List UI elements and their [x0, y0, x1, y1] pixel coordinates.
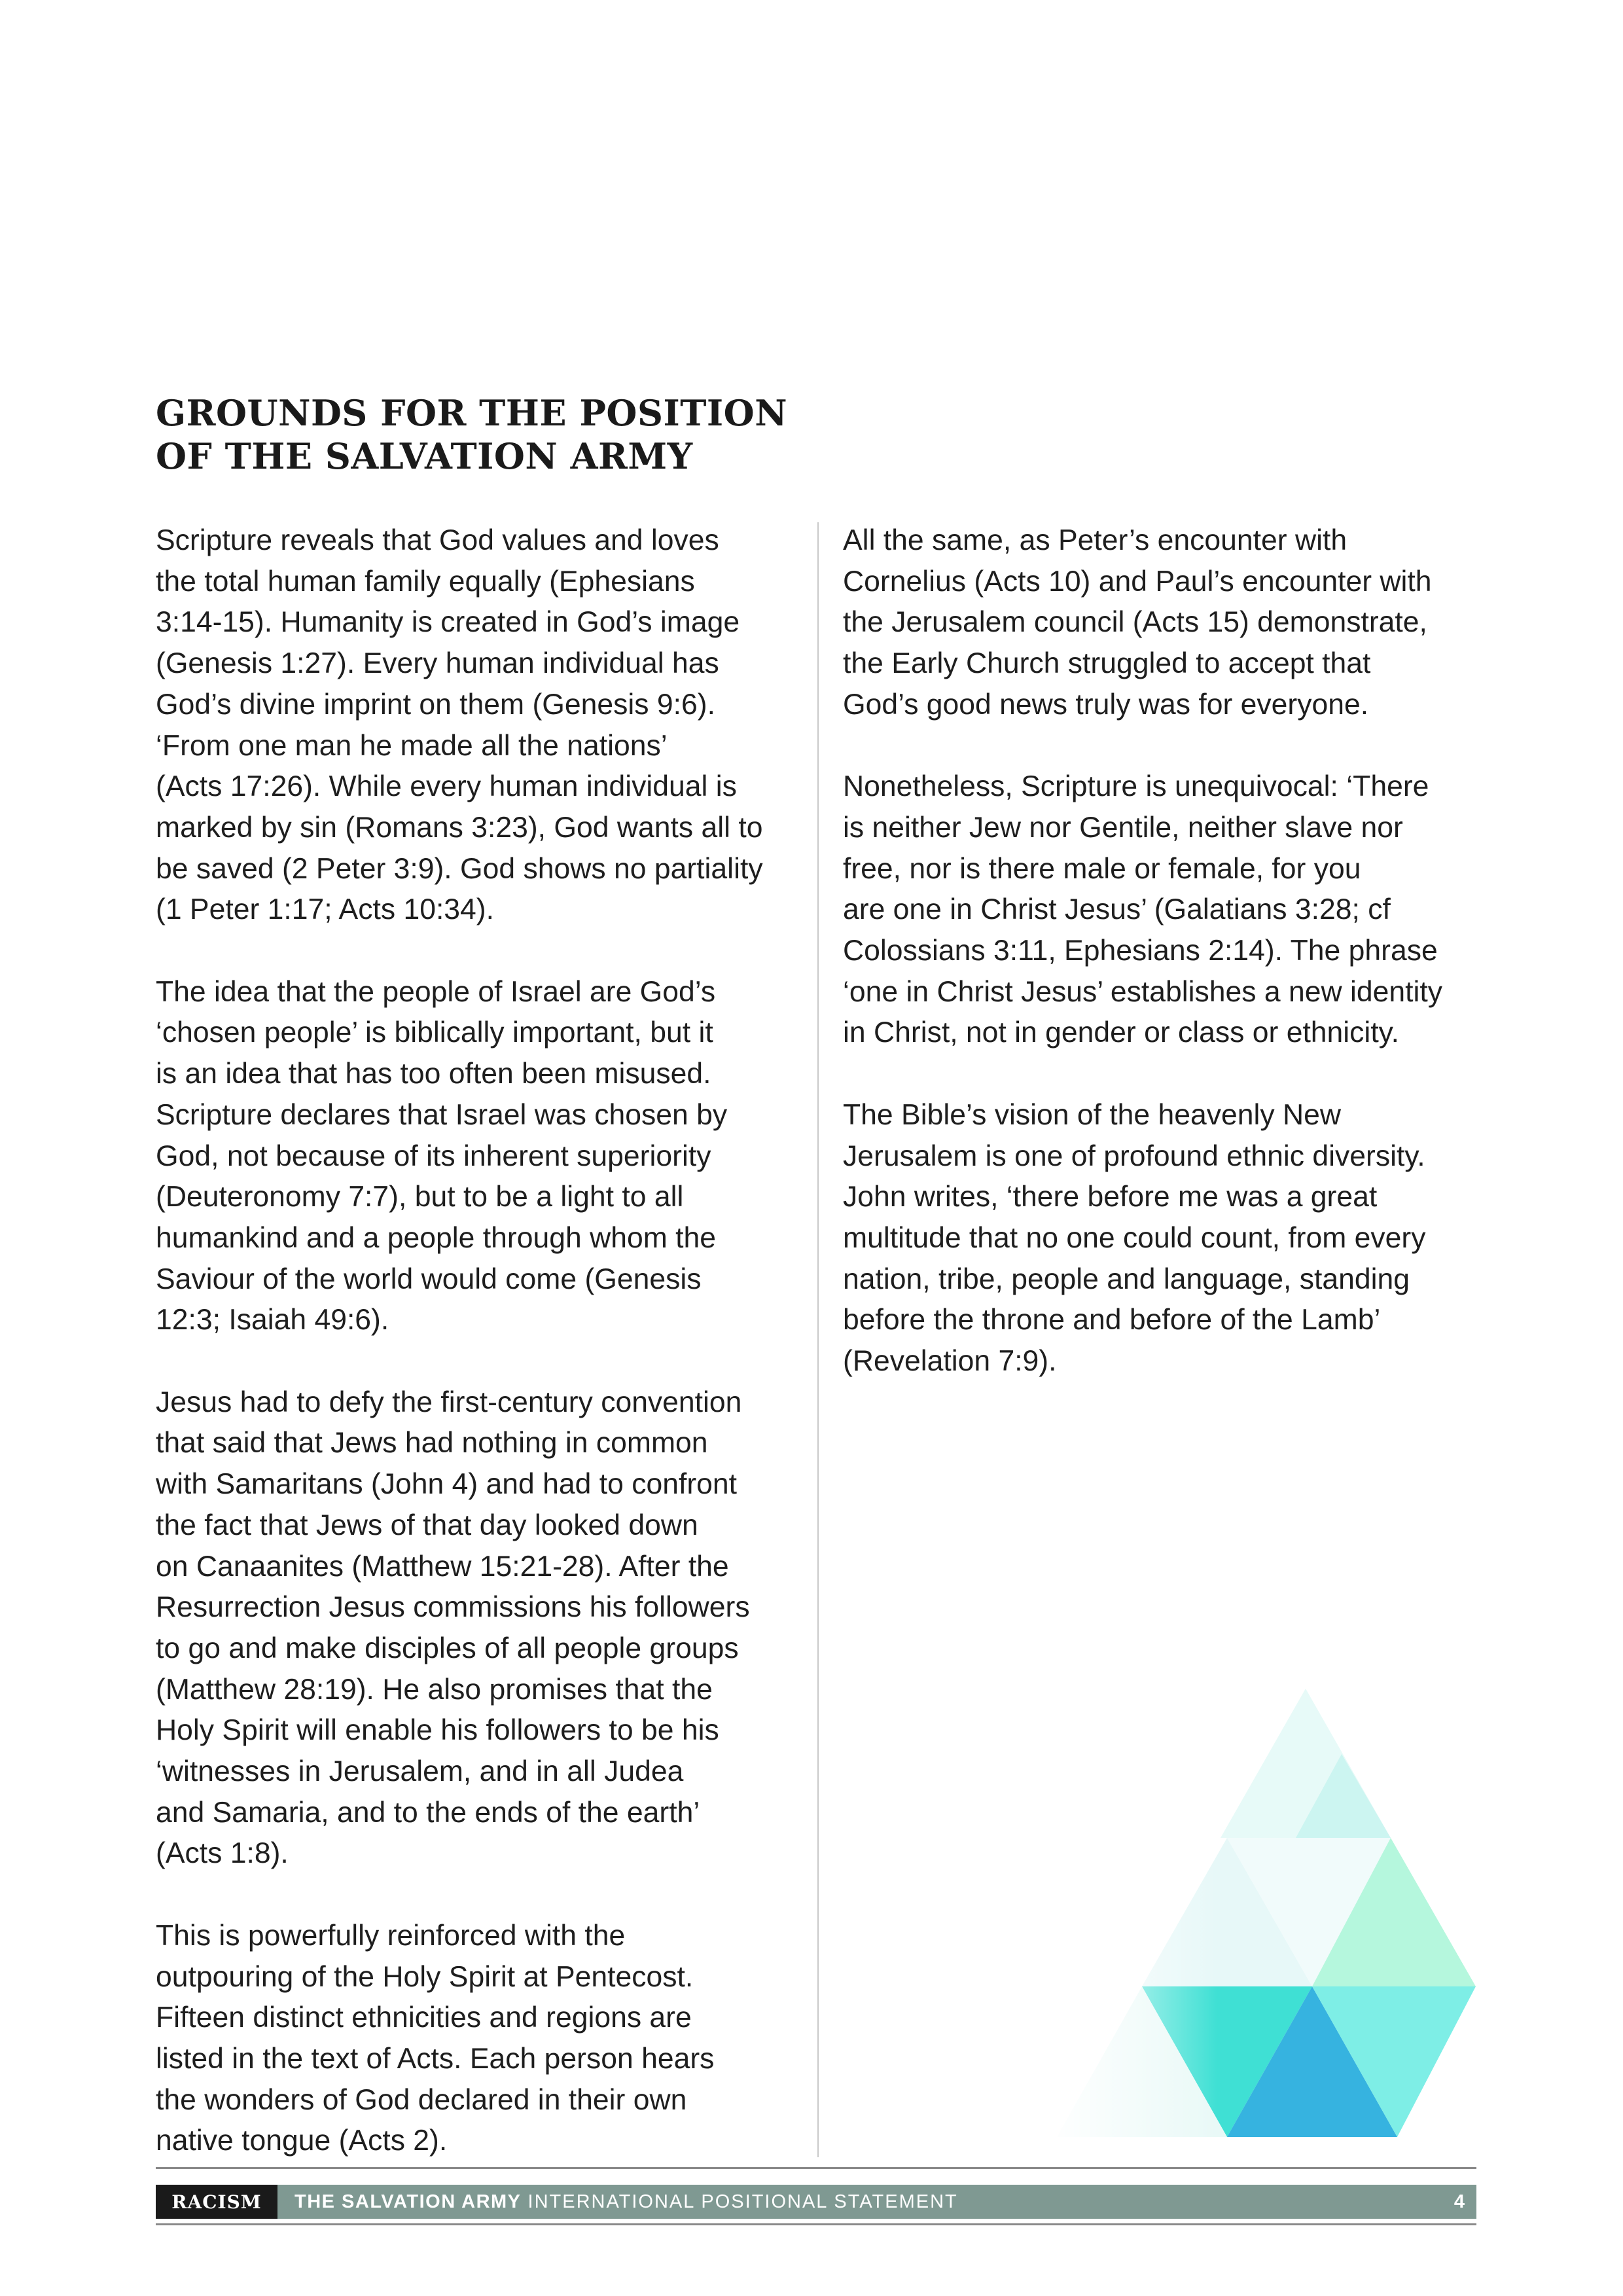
- page-number: 4: [1454, 2191, 1465, 2212]
- heading-line-2: OF THE SALVATION ARMY: [156, 435, 693, 477]
- footer-rule-bottom: [156, 2223, 1476, 2225]
- left-column: [156, 520, 804, 2203]
- paragraph: Jesus had to defy the first-century convention that said that Jews had nothing in common with Samaritans (John 4) and had to confront the fact that Jews of that day looked down on Canaanites (Matthew 15:21-28). After the Resurrection Jesus commissions his followers to go and make disciples of all people groups (Matthew 28:19). He also promises that the Holy Spirit will enable his followers to be his ‘witnesses in Jerusalem, and in all Judea and Samaria, and to the ends of the earth’ (Acts 1:8).: [156, 1386, 750, 1870]
- paragraph: All the same, as Peter’s encounter with Cornelius (Acts 10) and Paul’s encounter with the Jerusalem council (Acts 15) demonstrate, the Early Church struggled to accept that God’s good news truly was for everyone.: [843, 524, 1432, 721]
- paragraph: The idea that the people of Israel are God’s ‘chosen people’ is biblically important, but it is an idea that has too often been misused. Scripture declares that Israel was chosen by God, not because of its inherent superiority (Deuteronomy 7:7), but to be a light to all humankind and a people through whom the Saviour of the world would come (Genesis 12:3; Isaiah 49:6).: [156, 975, 728, 1336]
- footer-organization: THE SALVATION ARMY: [294, 2191, 522, 2212]
- column-divider: [817, 522, 819, 2157]
- section-heading: [156, 391, 876, 478]
- footer-topic-tag: RACISM: [156, 2185, 277, 2219]
- footer-rule-top: [156, 2167, 1476, 2169]
- paragraph: Scripture reveals that God values and loves the total human family equally (Ephesians 3:14-15). Humanity is created in God’s image (Genesis 1:27). Every human individual has God’s divine imprint on them (Genesis 9:6). ‘From one man he made all the nations’ (Acts 17:26). While every human individual is marked by sin (Romans 3:23), God wants all to be saved (2 Peter 3:9). God shows no partiality (1 Peter 1:17; Acts 10:34).: [156, 524, 763, 926]
- footer-description: INTERNATIONAL POSITIONAL STATEMENT: [527, 2191, 958, 2212]
- paragraph: Nonetheless, Scripture is unequivocal: ‘There is neither Jew nor Gentile, neither slave nor free, nor is there male or female, for you are one in Christ Jesus’ (Galatians 3:28; cf Colossians 3:11, Ephesians 2:14). The phrase ‘one in Christ Jesus’ establishes a new identity in Christ, not in gender or class or ethnicity.: [843, 770, 1443, 1049]
- triangle-decoration: [1047, 1689, 1492, 2186]
- paragraph: This is powerfully reinforced with the outpouring of the Holy Spirit at Pentecost. Fifteen distinct ethnicities and regions are listed in the text of Acts. Each person hears the wonders of God declared in their own native tongue (Acts 2).: [156, 1919, 715, 2157]
- heading-line-1: GROUNDS FOR THE POSITION: [156, 392, 788, 434]
- paragraph: The Bible’s vision of the heavenly New Jerusalem is one of profound ethnic diversity. John writes, ‘there before me was a great multitude that no one could count, from every nation, tribe, people and language, standing before the throne and before of the Lamb’ (Revelation 7:9).: [843, 1098, 1426, 1378]
- right-column: [843, 520, 1491, 1423]
- footer-bar: [156, 2185, 1476, 2219]
